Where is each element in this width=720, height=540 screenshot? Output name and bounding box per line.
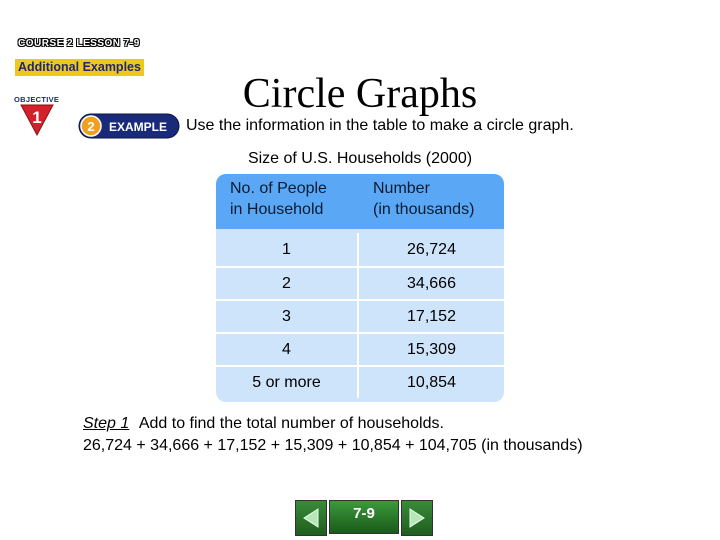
- table-row: [216, 233, 504, 266]
- next-button[interactable]: [401, 500, 433, 536]
- example-badge-icon: [78, 113, 180, 139]
- example-number: 2: [87, 119, 95, 134]
- additional-examples-label: Additional Examples: [15, 59, 144, 76]
- header-number-line1: Number: [373, 180, 430, 197]
- cell-people: 1: [216, 233, 359, 266]
- table-row: [216, 332, 504, 365]
- cell-number: 34,666: [407, 274, 456, 292]
- cell-number: 15,309: [407, 340, 456, 358]
- sum-equation: 26,724 + 34,666 + 17,152 + 15,309 + 10,854 + 104,705 (in thousands): [83, 437, 583, 454]
- header-people-line1: No. of People: [230, 180, 327, 197]
- step-1-text: Add to find the total number of households.: [138, 415, 444, 432]
- table-row: [216, 266, 504, 299]
- previous-button[interactable]: [295, 500, 327, 536]
- table-row: [216, 299, 504, 332]
- slide-navigation: [295, 500, 433, 536]
- cell-people: 5 or more: [216, 367, 359, 398]
- header-people: [216, 174, 359, 229]
- households-table: [216, 174, 504, 402]
- cell-number: 17,152: [407, 307, 456, 325]
- example-label: EXAMPLE: [108, 120, 168, 134]
- header-number: [359, 174, 504, 229]
- header-number-line2: (in thousands): [373, 201, 475, 218]
- cell-people: 4: [216, 334, 359, 365]
- cell-people: 3: [216, 301, 359, 332]
- table-header-row: [216, 174, 504, 229]
- cell-number: 26,724: [407, 240, 456, 258]
- page-title: Circle Graphs: [242, 71, 478, 117]
- objective-label: OBJECTIVE: [14, 95, 60, 104]
- course-lesson-label: COURSE 2 LESSON 7-9: [18, 38, 140, 49]
- arrow-right-icon: [408, 507, 426, 529]
- step-1-label: Step 1: [83, 415, 130, 432]
- table-row: [216, 365, 504, 398]
- step-1: [83, 415, 444, 433]
- arrow-left-icon: [302, 507, 320, 529]
- objective-number: 1: [32, 108, 42, 127]
- table-caption: Size of U.S. Households (2000): [247, 150, 473, 167]
- page-label: 7-9: [329, 500, 399, 534]
- instruction-text: Use the information in the table to make a circle graph.: [186, 117, 574, 134]
- cell-people: 2: [216, 268, 359, 299]
- cell-number: 10,854: [407, 373, 456, 391]
- header-people-line2: in Household: [230, 201, 324, 218]
